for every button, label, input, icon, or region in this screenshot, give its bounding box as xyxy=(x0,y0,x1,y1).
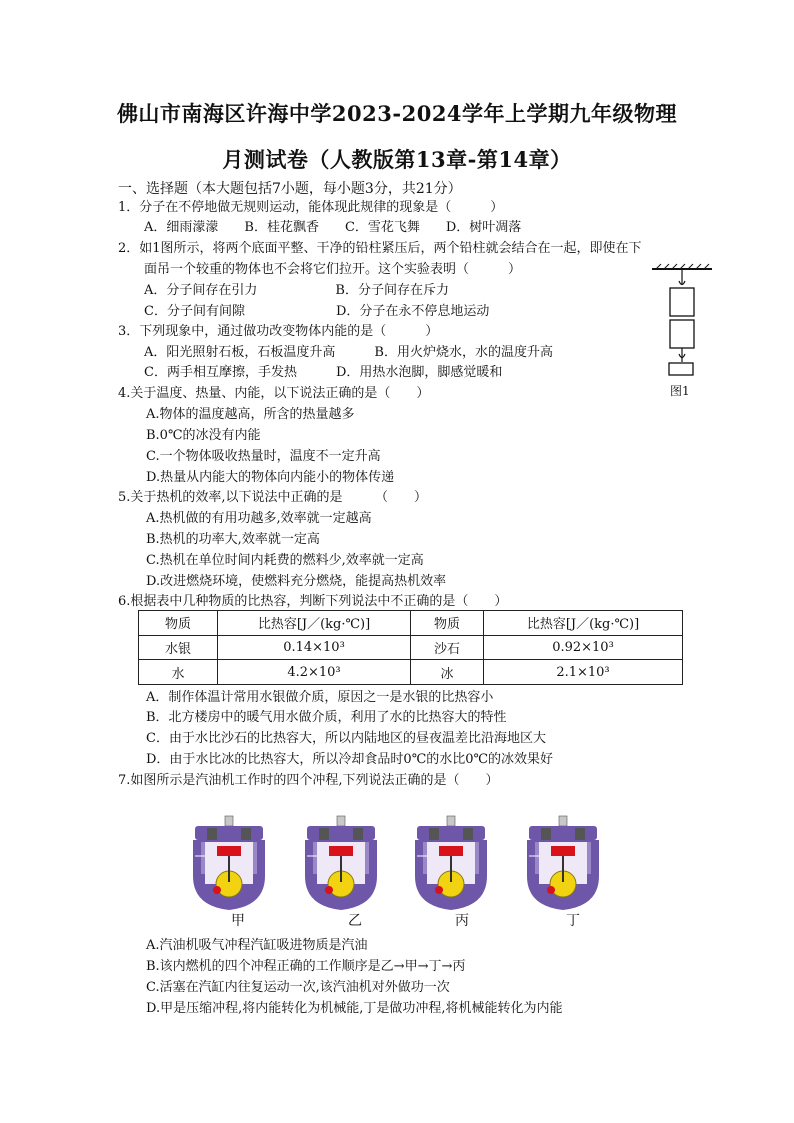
q1-stem: 1．分子在不停地做无规则运动，能体现此规律的现象是（ ） xyxy=(118,200,504,215)
q5-option-c: C.热机在单位时间内耗费的燃料少,效率就一定高 xyxy=(146,553,424,568)
q1-options: A．细雨濛濛 B．桂花飘香 C．雪花飞舞 D．树叶凋落 xyxy=(144,220,522,235)
table-header: 物质 xyxy=(139,611,218,636)
q4-option-a: A.物体的温度越高，所含的热量越多 xyxy=(146,407,355,422)
table-cell: 沙石 xyxy=(411,635,484,660)
table-cell: 冰 xyxy=(411,660,484,685)
q6-option-b: B．北方楼房中的暖气用水做介质，利用了水的比热容大的特性 xyxy=(146,710,507,725)
table-cell: 水银 xyxy=(139,635,218,660)
table-row xyxy=(139,660,683,685)
q4-stem: 4.关于温度、热量、内能，以下说法正确的是（ ） xyxy=(118,386,430,401)
title-line-2: 月测试卷（人教版第13章-第14章） xyxy=(222,147,572,172)
engine-strokes-figure xyxy=(185,812,625,932)
engine-label: 丁 xyxy=(566,913,580,929)
table-cell: 水 xyxy=(139,660,218,685)
q5-option-a: A.热机做的有用功越多,效率就一定越高 xyxy=(146,511,372,526)
engine-label: 甲 xyxy=(231,913,245,929)
figure-1-caption: 图1 xyxy=(670,384,690,398)
specific-heat-table xyxy=(138,610,683,685)
section-heading: 一、选择题（本大题包括7小题，每小题3分，共21分） xyxy=(118,181,462,197)
q6-option-a: A．制作体温计常用水银做介质，原因之一是水银的比热容小 xyxy=(146,690,494,705)
q7-option-d: D.甲是压缩冲程,将内能转化为机械能,丁是做功冲程,将机械能转化为内能 xyxy=(146,1001,563,1016)
engine-diagram-yi xyxy=(305,816,377,910)
q5-stem: 5.关于热机的效率,以下说法中正确的是 （ ） xyxy=(118,490,428,505)
table-header: 比热容[J／(kg·℃)] xyxy=(218,611,411,636)
table-header-row xyxy=(139,611,683,636)
q3-stem: 3．下列现象中，通过做功改变物体内能的是（ ） xyxy=(118,324,439,339)
title-line-1: 佛山市南海区许海中学2023-2024学年上学期九年级物理 xyxy=(116,101,678,126)
q2-options-ab: A．分子间存在引力 B．分子间存在斥力 xyxy=(144,283,449,298)
lead-cylinder-figure xyxy=(650,262,720,397)
table-cell: 0.14×10³ xyxy=(218,635,411,660)
q7-stem: 7.如图所示是汽油机工作时的四个冲程,下列说法正确的是（ ） xyxy=(118,773,499,788)
q6-option-d: D．由于水比冰的比热容大，所以冷却食品时0℃的水比0℃的冰效果好 xyxy=(146,752,554,767)
q4-option-c: C.一个物体吸收热量时，温度不一定升高 xyxy=(146,449,381,464)
q4-option-b: B.0℃的冰没有内能 xyxy=(146,428,261,443)
table-header: 物质 xyxy=(411,611,484,636)
engine-diagram-bing xyxy=(415,816,487,910)
q6-stem: 6.根据表中几种物质的比热容，判断下列说法中不正确的是（ ） xyxy=(118,594,508,609)
q3-options-cd: C．两手相互摩擦，手发热 D．用热水泡脚，脚感觉暖和 xyxy=(144,365,503,380)
q2-stem-2: 面吊一个较重的物体也不会将它们拉开。这个实验表明（ ） xyxy=(144,262,522,277)
engine-label: 丙 xyxy=(455,913,469,929)
q2-stem-1: 2．如1图所示，将两个底面平整、干净的铅柱紧压后，两个铅柱就会结合在一起，即使在下 xyxy=(118,241,642,256)
q5-option-d: D.改进燃烧环境，使燃料充分燃烧，能提高热机效率 xyxy=(146,574,447,589)
table-cell: 2.1×10³ xyxy=(484,660,683,685)
q6-option-c: C．由于水比沙石的比热容大，所以内陆地区的昼夜温差比沿海地区大 xyxy=(146,731,546,746)
table-cell: 0.92×10³ xyxy=(484,635,683,660)
q7-option-a: A.汽油机吸气冲程汽缸吸进物质是汽油 xyxy=(146,938,368,953)
q5-option-b: B.热机的功率大,效率就一定高 xyxy=(146,532,320,547)
engine-label: 乙 xyxy=(348,913,362,929)
q7-option-b: B.该内燃机的四个冲程正确的工作顺序是乙→甲→丁→丙 xyxy=(146,959,466,974)
q4-option-d: D.热量从内能大的物体向内能小的物体传递 xyxy=(146,470,395,485)
table-cell: 4.2×10³ xyxy=(218,660,411,685)
engine-diagram-jia xyxy=(193,816,265,910)
q7-option-c: C.活塞在汽缸内往复运动一次,该汽油机对外做功一次 xyxy=(146,980,450,995)
q3-options-ab: A．阳光照射石板，石板温度升高 B．用火炉烧水，水的温度升高 xyxy=(144,345,553,360)
table-row xyxy=(139,635,683,660)
engine-diagram-ding xyxy=(527,816,599,910)
table-header: 比热容[J／(kg·℃)] xyxy=(484,611,683,636)
q2-options-cd: C．分子间有间隙 D．分子在永不停息地运动 xyxy=(144,304,490,319)
